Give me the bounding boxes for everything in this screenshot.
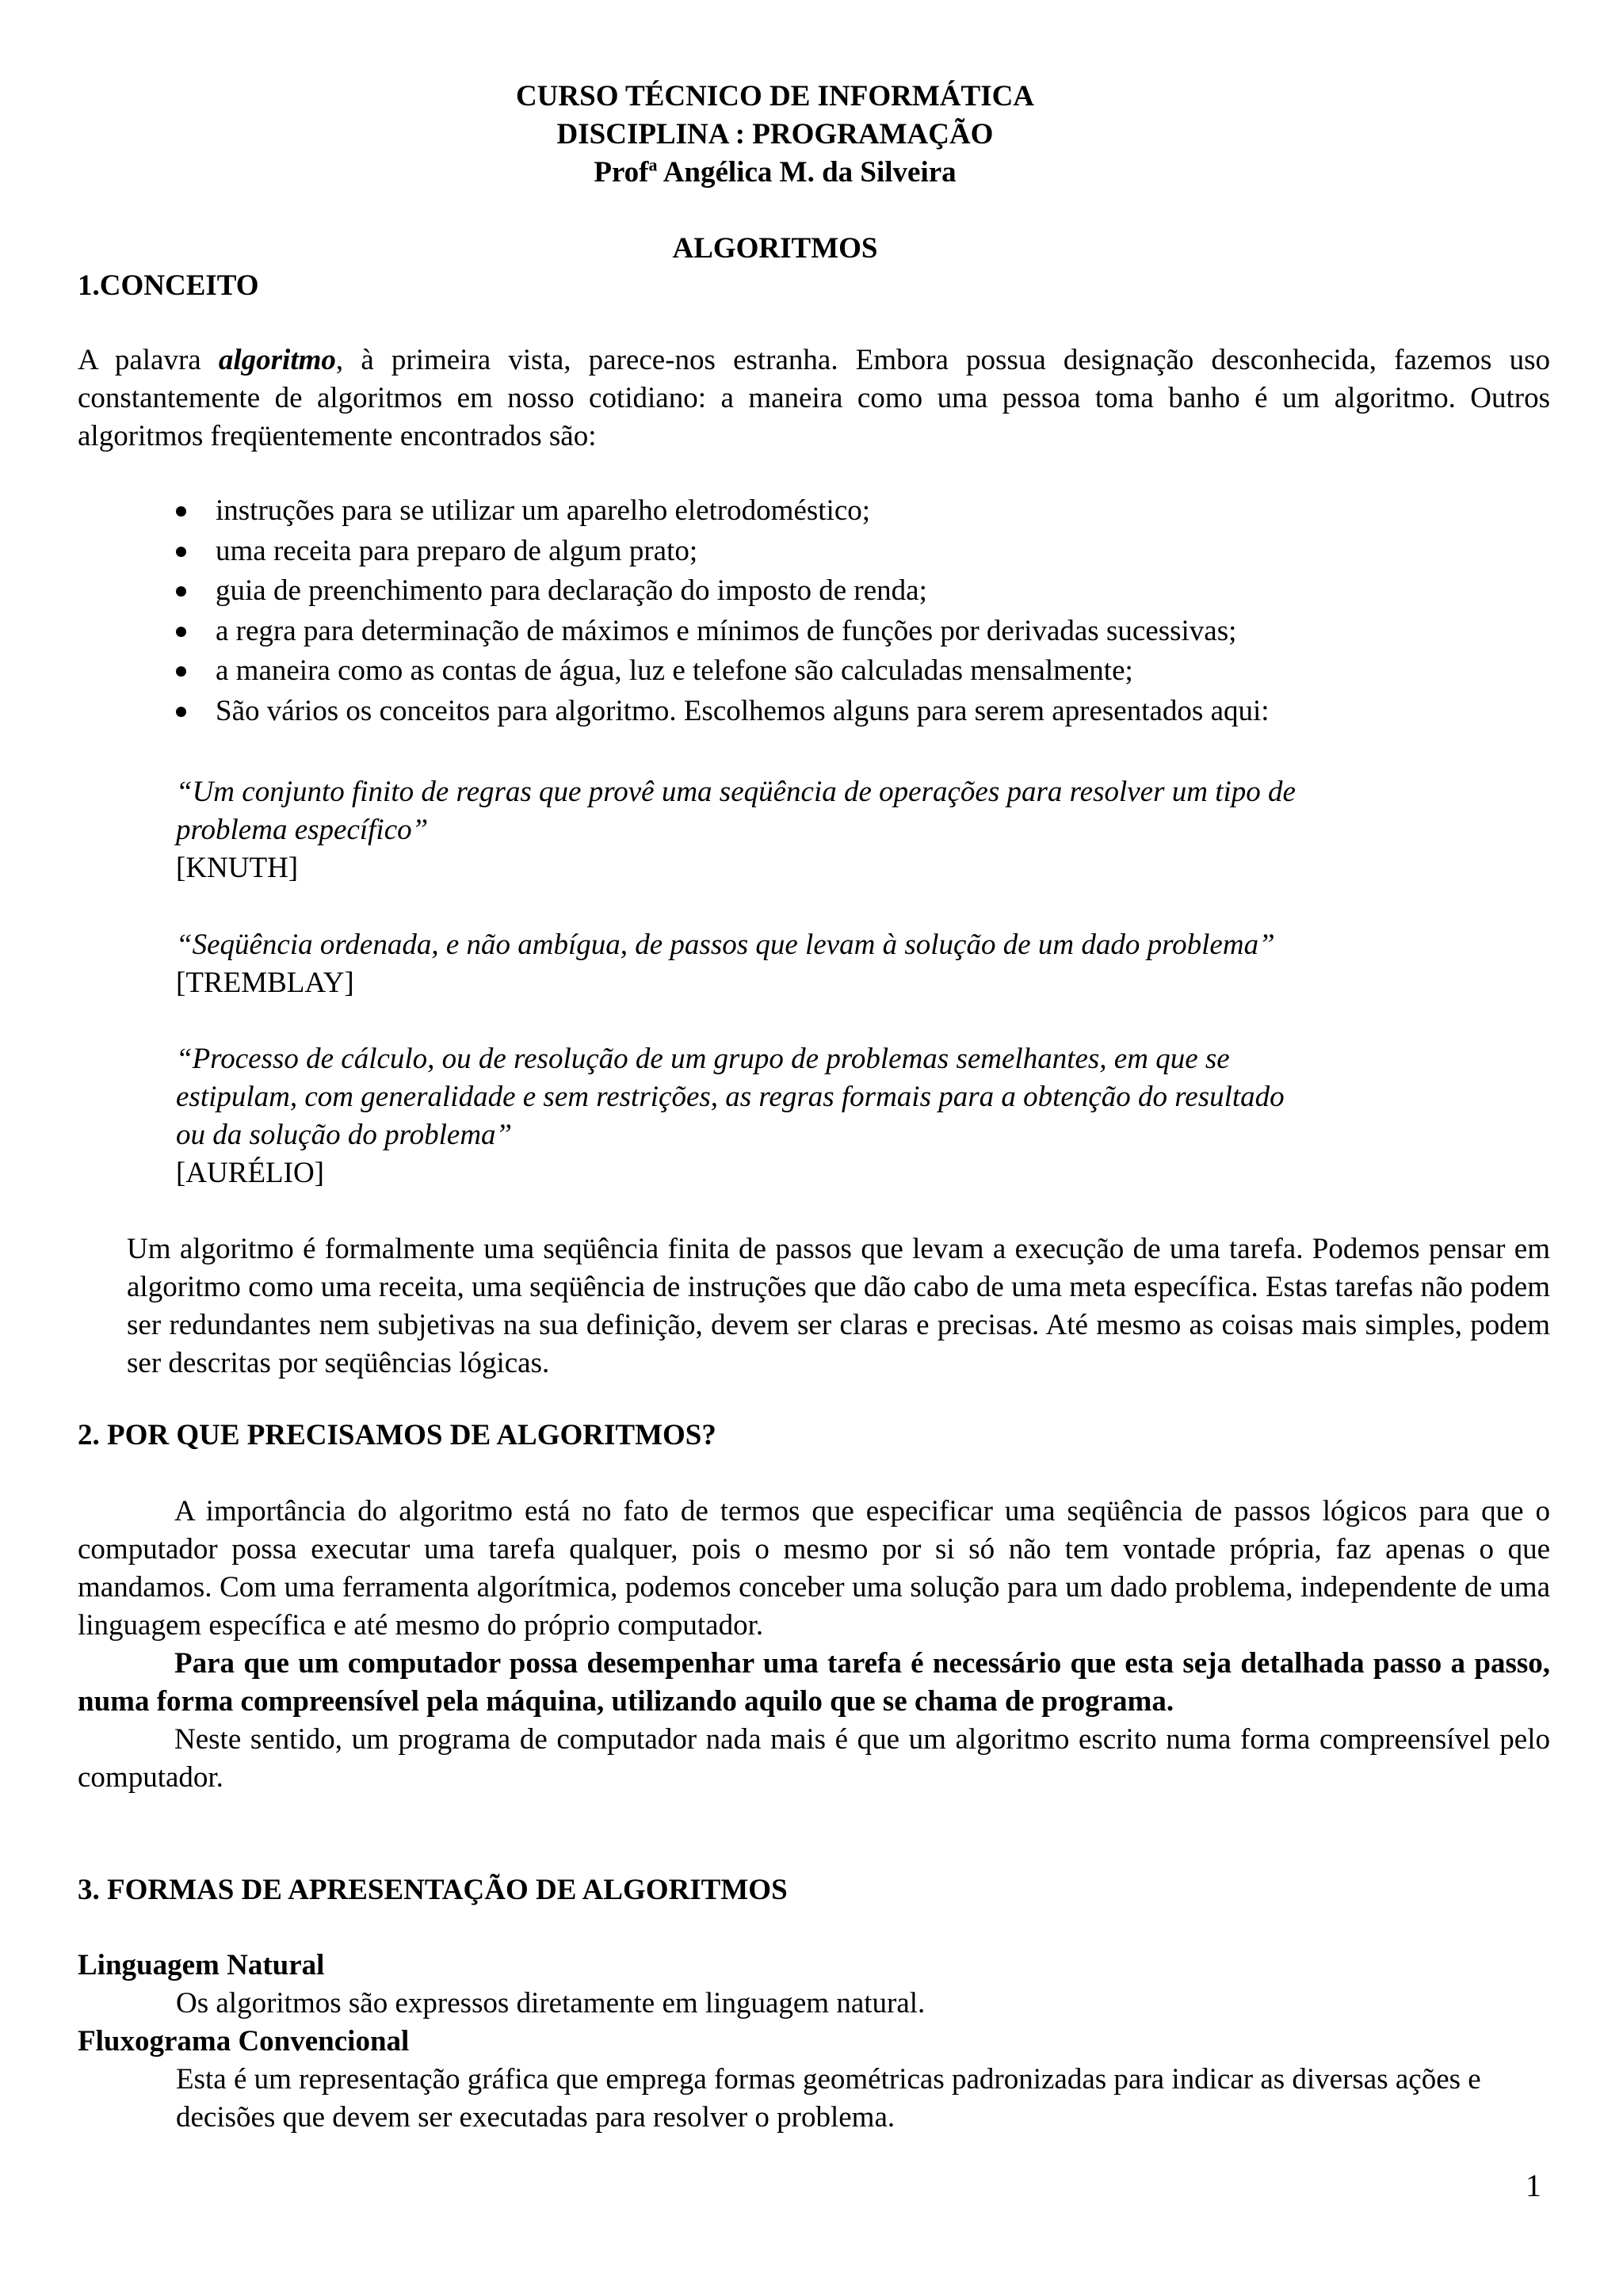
- intro-text-end: , à primeira vista, parece-nos estranha. Embora possua designação desconhecida, fazemos uso constantemente de algoritmos em nosso cotidiano: a maneira como uma pessoa toma banho é um algoritmo. Outros algoritmos freqüentemente encontrados são:: [78, 344, 1550, 452]
- page-number: 1: [1526, 2168, 1541, 2203]
- intro-keyword: algoritmo: [218, 344, 336, 376]
- list-item-text: São vários os conceitos para algoritmo. Escolhemos alguns para serem apresentados aqui:: [216, 694, 1270, 727]
- bullet-icon: [176, 666, 186, 677]
- section-2-paragraph-1: A importância do algoritmo está no fato de termos que especificar uma seqüência de passos lógicos para que o computador possa executar uma tarefa qualquer, pois o mesmo por si só não tem vontade própria, faz apenas o que mandamos. Com uma ferramenta algorítmica, podemos conceber uma solução para um dado problema, independente de uma linguagem específica e até mesmo do próprio computador.: [78, 1495, 1550, 1642]
- list-item: [173, 692, 1433, 732]
- section-1-closing: [127, 1230, 1550, 1383]
- list-item-text: a maneira como as contas de água, luz e telefone são calculadas mensalmente;: [216, 654, 1133, 687]
- list-item-text: instruções para se utilizar um aparelho eletrodoméstico;: [216, 494, 871, 527]
- list-item: [173, 532, 1433, 572]
- section-1-intro: [78, 341, 1550, 456]
- bullet-icon: [176, 707, 186, 717]
- fluxograma-text-block: [176, 2061, 1539, 2137]
- list-item: [173, 651, 1433, 692]
- section-2-heading: 2. POR QUE PRECISAMOS DE ALGORITMOS?: [78, 1419, 716, 1451]
- professor-name: Angélica M. da Silveira: [657, 156, 957, 189]
- list-item-text: uma receita para preparo de algum prato;: [216, 534, 698, 567]
- fluxograma-text: Esta é um representação gráfica que emprega formas geométricas padronizadas para indicar as diversas ações e decisões que devem ser executadas para resolver o problema.: [176, 2063, 1481, 2134]
- list-item: [173, 612, 1433, 652]
- quote-text-line: problema específico”: [176, 814, 429, 846]
- list-item: [173, 571, 1433, 612]
- section-2-paragraph-2: Para que um computador possa desempenhar uma tarefa é necessário que esta seja detalhada passo a passo, numa forma compreensível pela máquina, utilizando aquilo que se chama de programa.: [78, 1647, 1550, 1718]
- section-2-body: [78, 1493, 1550, 1797]
- bullet-icon: [176, 506, 186, 517]
- professor-line: [0, 154, 1550, 192]
- list-item: [173, 491, 1433, 532]
- quote-aurelio: [176, 1040, 1285, 1192]
- closing-paragraph: Um algoritmo é formalmente uma seqüência finita de passos que levam a execução de uma tarefa. Podemos pensar em algoritmo como uma receita, uma seqüência de instruções que dão cabo de uma meta específica. Estas tarefas não podem ser redundantes nem subjetivas na sua definição, devem ser claras e precisas. Até mesmo as coisas mais simples, podem ser descritas por seqüências lógicas.: [127, 1233, 1550, 1379]
- professor-prefix: Prof: [594, 156, 649, 189]
- discipline-title: DISCIPLINA : PROGRAMAÇÃO: [556, 118, 994, 151]
- list-item-text: a regra para determinação de máximos e mínimos de funções por derivadas sucessivas;: [216, 614, 1237, 647]
- quote-author: [KNUTH]: [176, 852, 299, 884]
- subheading-linguagem-natural: Linguagem Natural: [78, 1949, 325, 1981]
- quote-text-line: “Seqüência ordenada, e não ambígua, de passos que levam à solução de um dado problema”: [176, 929, 1275, 961]
- quote-text-line: “Um conjunto finito de regras que provê uma seqüência de operações para resolver um tipo de: [176, 776, 1296, 808]
- intro-text-start: A palavra: [78, 344, 219, 376]
- document-title: ALGORITMOS: [672, 232, 878, 265]
- quote-text-line: estipulam, com generalidade e sem restrições, as regras formais para a obtenção do resultado: [176, 1081, 1285, 1113]
- bullet-icon: [176, 586, 186, 597]
- section-1-heading: 1.CONCEITO: [78, 269, 259, 302]
- section-2-paragraph-3: Neste sentido, um programa de computador nada mais é que um algoritmo escrito numa forma compreensível pelo computador.: [78, 1723, 1550, 1794]
- linguagem-natural-text: Os algoritmos são expressos diretamente em linguagem natural.: [176, 1987, 926, 2019]
- bullet-icon: [176, 627, 186, 637]
- professor-superscript: a: [648, 154, 658, 175]
- section-3-heading: 3. FORMAS DE APRESENTAÇÃO DE ALGORITMOS: [78, 1874, 788, 1906]
- quote-text-line: “Processo de cálculo, ou de resolução de um grupo de problemas semelhantes, em que se: [176, 1043, 1230, 1075]
- quote-author: [TREMBLAY]: [176, 967, 354, 999]
- list-item-text: guia de preenchimento para declaração do imposto de renda;: [216, 574, 927, 607]
- subheading-fluxograma: Fluxograma Convencional: [78, 2025, 410, 2058]
- course-title: CURSO TÉCNICO DE INFORMÁTICA: [515, 80, 1035, 113]
- examples-bullet-list: [173, 491, 1433, 731]
- quote-text-line: ou da solução do problema”: [176, 1119, 513, 1151]
- bullet-icon: [176, 547, 186, 557]
- quote-knuth: [176, 773, 1296, 887]
- quote-tremblay: [176, 926, 1275, 1002]
- quote-author: [AURÉLIO]: [176, 1157, 325, 1189]
